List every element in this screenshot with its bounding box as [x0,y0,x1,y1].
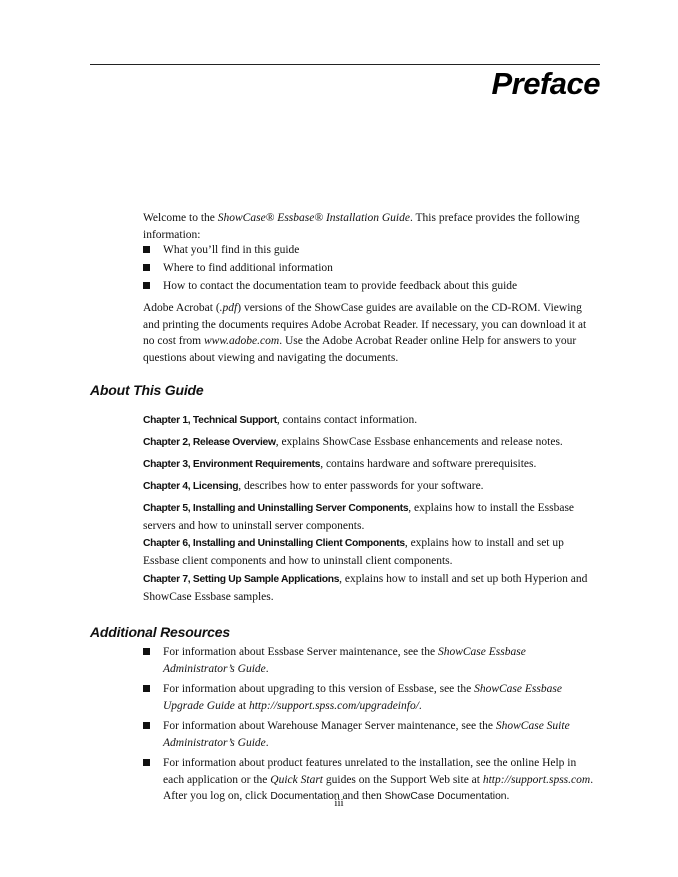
chapter-entry [143,571,603,605]
intro-text: Welcome to the [143,212,218,224]
resource-text-end: . [506,790,510,802]
list-item-text: Where to find additional information [163,262,333,274]
resource-text-end: . [265,736,269,749]
resource-text: For information about Warehouse Manager Server maintenance, see the [163,720,496,732]
page-title: Preface [491,66,600,101]
admin-guide-title: ShowCase Essbase Administrator’s Guide [163,646,526,675]
acrobat-text-mid: ) versions of the ShowCase guides are available on the CD-ROM. Viewing and printing the documents requires Adobe Acrobat Reader. If necessary, you can download it at no cost from [143,302,587,347]
resource-text-mid: at [234,699,249,712]
list-item [143,718,598,751]
support-url: http://support.spss.com [482,773,591,786]
list-item-text: What you’ll find in this guide [163,244,300,256]
chapter-name: Chapter 3, Environment Requirements [143,459,321,470]
list-item [143,260,598,277]
bullet-icon [143,648,150,655]
guide-title: ShowCase® Essbase® Installation Guide [217,212,410,224]
about-heading: About This Guide [90,382,204,398]
bullet-icon [143,722,150,729]
list-item [143,644,598,677]
list-item [143,242,598,259]
pdf-extension: .pdf [219,302,238,314]
chapter-desc: , explains how to install and set up both Hyperion and ShowCase Essbase samples. [143,573,588,603]
intro-text-end: . This preface provides the following information: [143,212,580,241]
intro-paragraph [143,210,598,243]
resource-text-mid: and then [339,790,385,802]
showcase-documentation-ui-label: ShowCase Documentation [384,791,507,802]
chapter-desc: , contains hardware and software prerequisites. [320,458,537,470]
resource-text: For information about product features unrelated to the installation, see the online Help in each application or the [163,757,577,786]
acrobat-paragraph [143,300,598,366]
chapter-desc: , explains ShowCase Essbase enhancements and release notes. [275,436,563,448]
bullet-icon [143,282,150,289]
chapter-desc: , explains how to install and set up Essbase client components and how to uninstall client components. [143,537,564,567]
chapter-name: Chapter 7, Setting Up Sample Applications [143,574,340,585]
list-item [143,278,598,295]
chapter-name: Chapter 4, Licensing [143,481,239,492]
chapter-entry [143,434,603,452]
resources-bullet-list [143,644,598,806]
resource-text: For information about Essbase Server maintenance, see the [163,646,438,658]
chapter-entry [143,500,603,534]
chapter-entry [143,412,603,430]
chapter-desc: , explains how to install the Essbase servers and how to uninstall server components. [143,502,575,532]
chapter-name: Chapter 5, Installing and Uninstalling Server Components [143,503,409,514]
chapter-entry [143,456,603,474]
acrobat-text-end: . Use the Adobe Acrobat Reader online Help for answers to your questions about viewing and navigating the documents. [143,335,577,364]
bullet-icon [143,264,150,271]
resource-text-end: . [265,662,269,675]
resource-text-end: . [418,699,422,712]
suite-guide-title: ShowCase Suite Administrator’s Guide [163,720,570,749]
resource-text-mid: guides on the Support Web site at [323,773,483,786]
bullet-icon [143,246,150,253]
chapter-desc: , contains contact information. [276,414,418,426]
bullet-icon [143,759,150,766]
upgrade-url: http://support.spss.com/upgradeinfo/ [248,699,419,712]
resource-text-mid: . After you log on, click [163,773,594,802]
chapter-name: Chapter 2, Release Overview [143,437,276,448]
page-number: iii [334,797,344,809]
chapter-entry [143,535,603,569]
chapter-entry [143,478,603,496]
documentation-ui-label: Documentation [270,791,340,802]
quick-start-title: Quick Start [270,773,323,786]
resource-text: For information about upgrading to this version of Essbase, see the [163,683,475,695]
chapter-desc: , describes how to enter passwords for your software. [238,480,484,492]
chapter-name: Chapter 1, Technical Support [143,415,277,426]
adobe-url: www.adobe.com [204,335,280,347]
list-item [143,681,598,714]
intro-bullet-list [143,242,598,295]
list-item-text: How to contact the documentation team to provide feedback about this guide [163,280,518,292]
bullet-icon [143,685,150,692]
resources-heading: Additional Resources [90,624,230,640]
upgrade-guide-title: ShowCase Essbase Upgrade Guide [163,683,562,712]
chapter-name: Chapter 6, Installing and Uninstalling Client Components [143,538,405,549]
acrobat-text: Adobe Acrobat ( [143,302,220,314]
